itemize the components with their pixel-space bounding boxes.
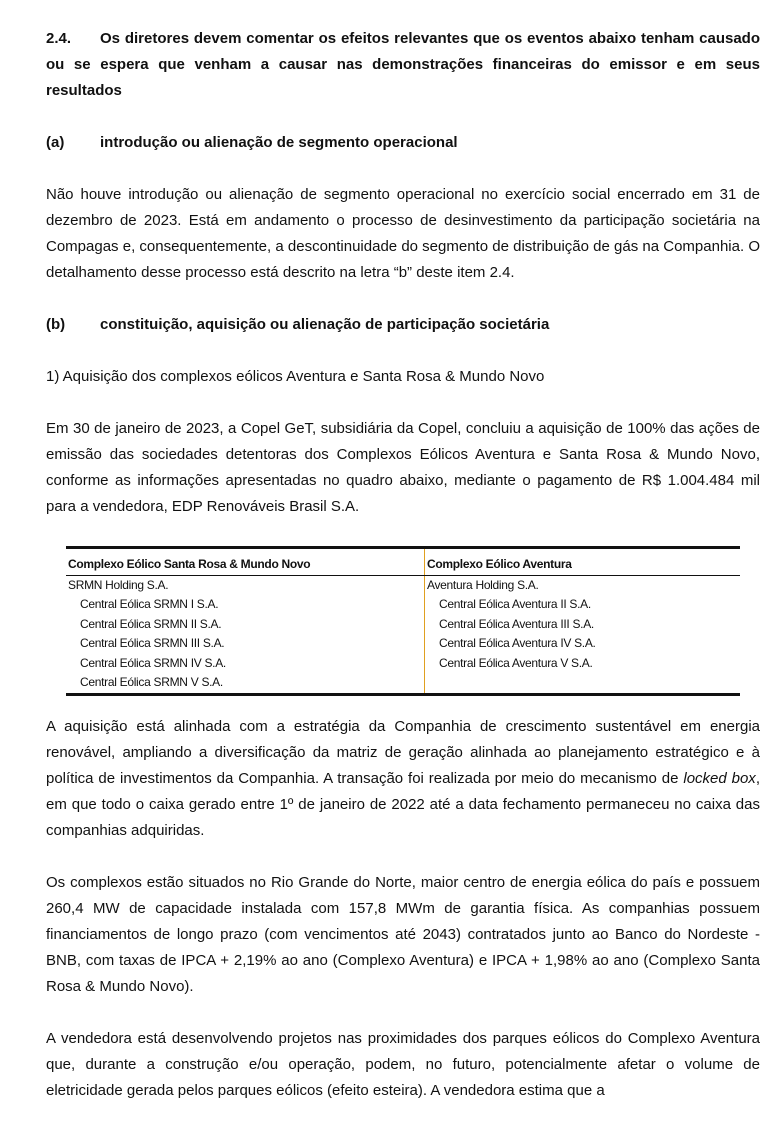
item-a-label: (a) [46,134,65,151]
paragraph-strategy-part2: , em que todo o caixa gerado entre 1º de janeiro de 2022 até a data fechamento permaneceu no caixa das companhias adquiridas. [46,769,760,839]
item-b-title: constituição, aquisição ou alienação de participação societária [100,316,550,333]
table-cell: Central Eólica Aventura III S.A. [439,616,594,631]
item-b-subtitle: 1) Aquisição dos complexos eólicos Aventura e Santa Rosa & Mundo Novo [46,368,545,385]
document-page [46,26,760,1104]
section-heading [46,26,760,104]
table-row [66,615,740,635]
table-cell: SRMN Holding S.A. [66,575,425,595]
complex-table-wrapper [66,546,740,696]
table-row [66,575,740,595]
locked-box-term: locked box [683,769,756,787]
table-row [66,634,740,654]
table-row [66,673,740,694]
table-row [66,595,740,615]
table-cell: Central Eólica SRMN I S.A. [66,595,425,615]
table-cell: Central Eólica Aventura V S.A. [439,655,593,670]
table-row [66,654,740,674]
section-title: Os diretores devem comentar os efeitos relevantes que os eventos abaixo tenham causado ou se espera que venham a causar nas demonstrações financeiras do emissor e em seus resultados [46,30,760,99]
table-cell: Central Eólica Aventura II S.A. [439,597,591,611]
paragraph-strategy-part1: A aquisição está alinhada com a estratégia da Companhia de crescimento sustentável em energia renovável, ampliando a diversificação da matriz de geração alinhada ao planejamento estratégico e à política de investimentos da Companhia. A transação foi realizada por meio do mecanismo de [46,717,760,787]
table-cell: Central Eólica SRMN II S.A. [66,615,425,635]
table-header-row [66,548,740,576]
item-a-title: introdução ou alienação de segmento operacional [100,134,458,151]
table-cell: Central Eólica Aventura IV S.A. [439,636,596,650]
table-cell: Aventura Holding S.A. [427,577,539,592]
table-header-aventura: Complexo Eólico Aventura [425,548,741,576]
complex-table [66,546,740,696]
section-number: 2.4. [46,30,72,47]
item-a-heading [46,130,760,156]
paragraph-seller: A vendedora está desenvolvendo projetos nas proximidades dos parques eólicos do Complexo Aventura que, durante a construção e/ou operação, podem, no futuro, potencialmente afetar o volume de eletricidade gerada pelos parques eólicos (efeito esteira). A vendedora estima que a [46,1029,760,1099]
table-cell: Central Eólica SRMN V S.A. [66,673,425,694]
table-cell: Central Eólica SRMN III S.A. [66,634,425,654]
table-cell: Central Eólica SRMN IV S.A. [66,654,425,674]
item-b-label: (b) [46,316,66,333]
paragraph-location: Os complexos estão situados no Rio Grande do Norte, maior centro de energia eólica do país e possuem 260,4 MW de capacidade instalada com 157,8 MWm de garantia física. As companhias possuem financiamentos de longo prazo (com vencimentos até 2043) contratados junto ao Banco do Nordeste - BNB, com taxas de IPCA + 2,19% ao ano (Complexo Aventura) e IPCA + 1,98% ao ano (Complexo Santa Rosa & Mundo Novo). [46,873,760,995]
table-header-srmn: Complexo Eólico Santa Rosa & Mundo Novo [66,548,425,576]
item-b-intro: Em 30 de janeiro de 2023, a Copel GeT, subsidiária da Copel, concluiu a aquisição de 100% das ações de emissão das sociedades detentoras dos Complexos Eólicos Aventura e Santa Rosa & Mundo Novo, conforme as informações apresentadas no quadro abaixo, mediante o pagamento de R$ 1.004.484 mil para a vendedora, EDP Renováveis Brasil S.A. [46,420,760,515]
table-cell [425,673,741,694]
item-b-heading [46,312,760,338]
paragraph-strategy [46,714,760,844]
item-a-text: Não houve introdução ou alienação de segmento operacional no exercício social encerrado em 31 de dezembro de 2023. Está em andamento o processo de desinvestimento da participação societária na Compagas e, consequentemente, a descontinuidade do segmento de distribuição de gás na Companhia. O detalhamento desse processo está descrito na letra “b” deste item 2.4. [46,186,760,281]
